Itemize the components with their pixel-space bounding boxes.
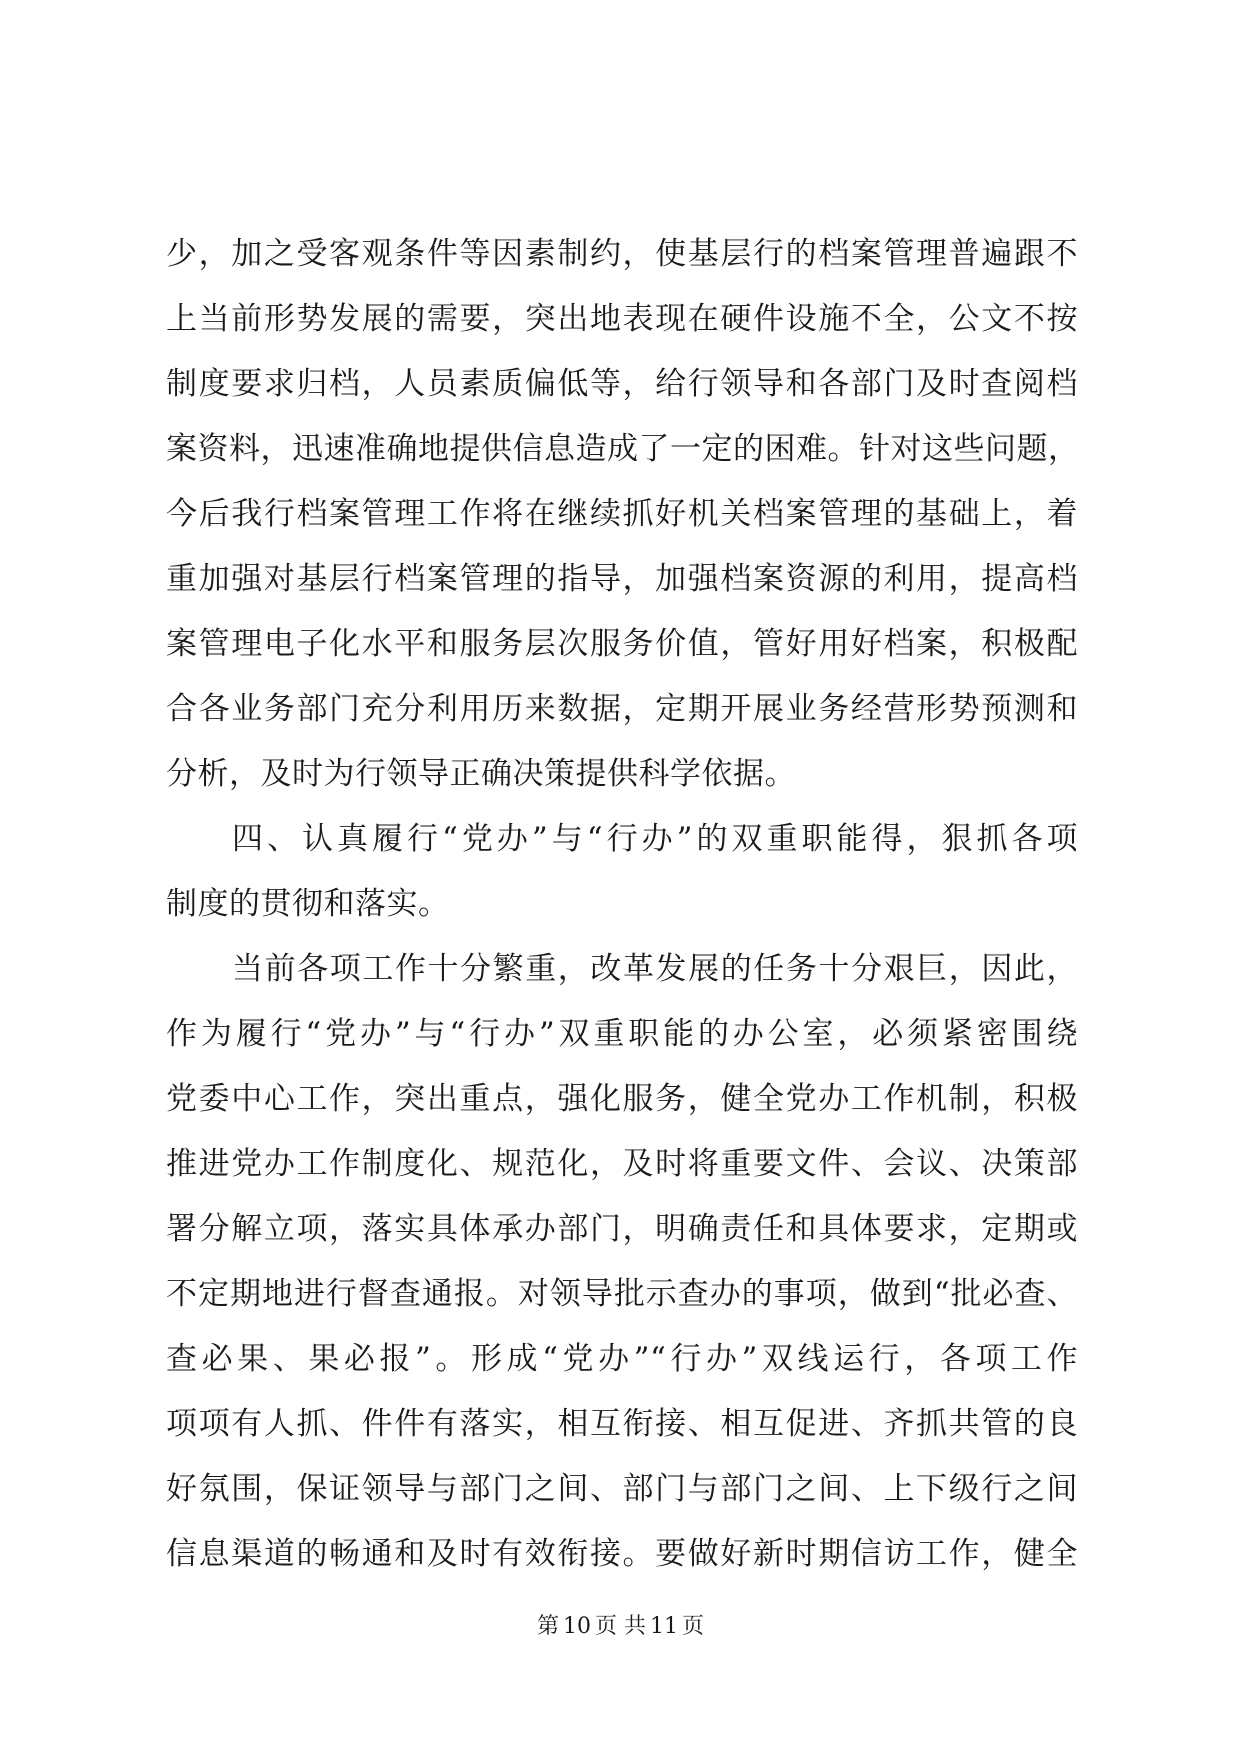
text-line: 今后我行档案管理工作将在继续抓好机关档案管理的基础上，着 xyxy=(166,496,1078,532)
text-line: 不定期地进行督查通报。对领导批示查办的事项，做到“批必查、 xyxy=(166,1276,1078,1312)
text-line: 上当前形势发展的需要，突出地表现在硬件设施不全，公文不按 xyxy=(166,301,1078,337)
page-footer xyxy=(0,1612,1241,1642)
current-page-number: 10 xyxy=(563,1614,591,1639)
text-line: 查必果、果必报”。形成“党办”“行办”双线运行，各项工作 xyxy=(166,1341,1078,1377)
page-label-prefix: 第 xyxy=(536,1614,559,1639)
text-line: 案资料，迅速准确地提供信息造成了一定的困难。针对这些问题， xyxy=(166,431,1080,467)
text-line: 作为履行“党办”与“行办”双重职能的办公室，必须紧密围绕 xyxy=(166,1016,1078,1052)
body-text xyxy=(166,222,1078,1587)
text-line: 案管理电子化水平和服务层次服务价值，管好用好档案，积极配 xyxy=(166,626,1078,662)
page-label-mid: 页 共 xyxy=(595,1614,646,1639)
text-line: 分析，及时为行领导正确决策提供科学依据。 xyxy=(166,756,796,792)
section-heading-line: 制度的贯彻和落实。 xyxy=(166,886,450,922)
text-line: 少，加之受客观条件等因素制约，使基层行的档案管理普遍跟不 xyxy=(166,236,1078,272)
text-line: 署分解立项，落实具体承办部门，明确责任和具体要求，定期或 xyxy=(166,1211,1078,1247)
text-line: 好氛围，保证领导与部门之间、部门与部门之间、上下级行之间 xyxy=(166,1471,1078,1507)
text-line: 项项有人抓、件件有落实，相互衔接、相互促进、齐抓共管的良 xyxy=(166,1406,1078,1442)
total-pages-number: 11 xyxy=(650,1614,678,1639)
text-line: 当前各项工作十分繁重，改革发展的任务十分艰巨，因此， xyxy=(232,951,1078,987)
text-line: 重加强对基层行档案管理的指导，加强档案资源的利用，提高档 xyxy=(166,561,1078,597)
text-line: 合各业务部门充分利用历来数据，定期开展业务经营形势预测和 xyxy=(166,691,1078,727)
text-line: 信息渠道的畅通和及时有效衔接。要做好新时期信访工作，健全 xyxy=(166,1536,1078,1572)
text-line: 制度要求归档，人员素质偏低等，给行领导和各部门及时查阅档 xyxy=(166,366,1078,402)
text-line: 党委中心工作，突出重点，强化服务，健全党办工作机制，积极 xyxy=(166,1081,1078,1117)
section-heading-line: 四、认真履行“党办”与“行办”的双重职能得，狠抓各项 xyxy=(232,821,1078,857)
page-label-suffix: 页 xyxy=(682,1614,705,1639)
text-line: 推进党办工作制度化、规范化，及时将重要文件、会议、决策部 xyxy=(166,1146,1078,1182)
